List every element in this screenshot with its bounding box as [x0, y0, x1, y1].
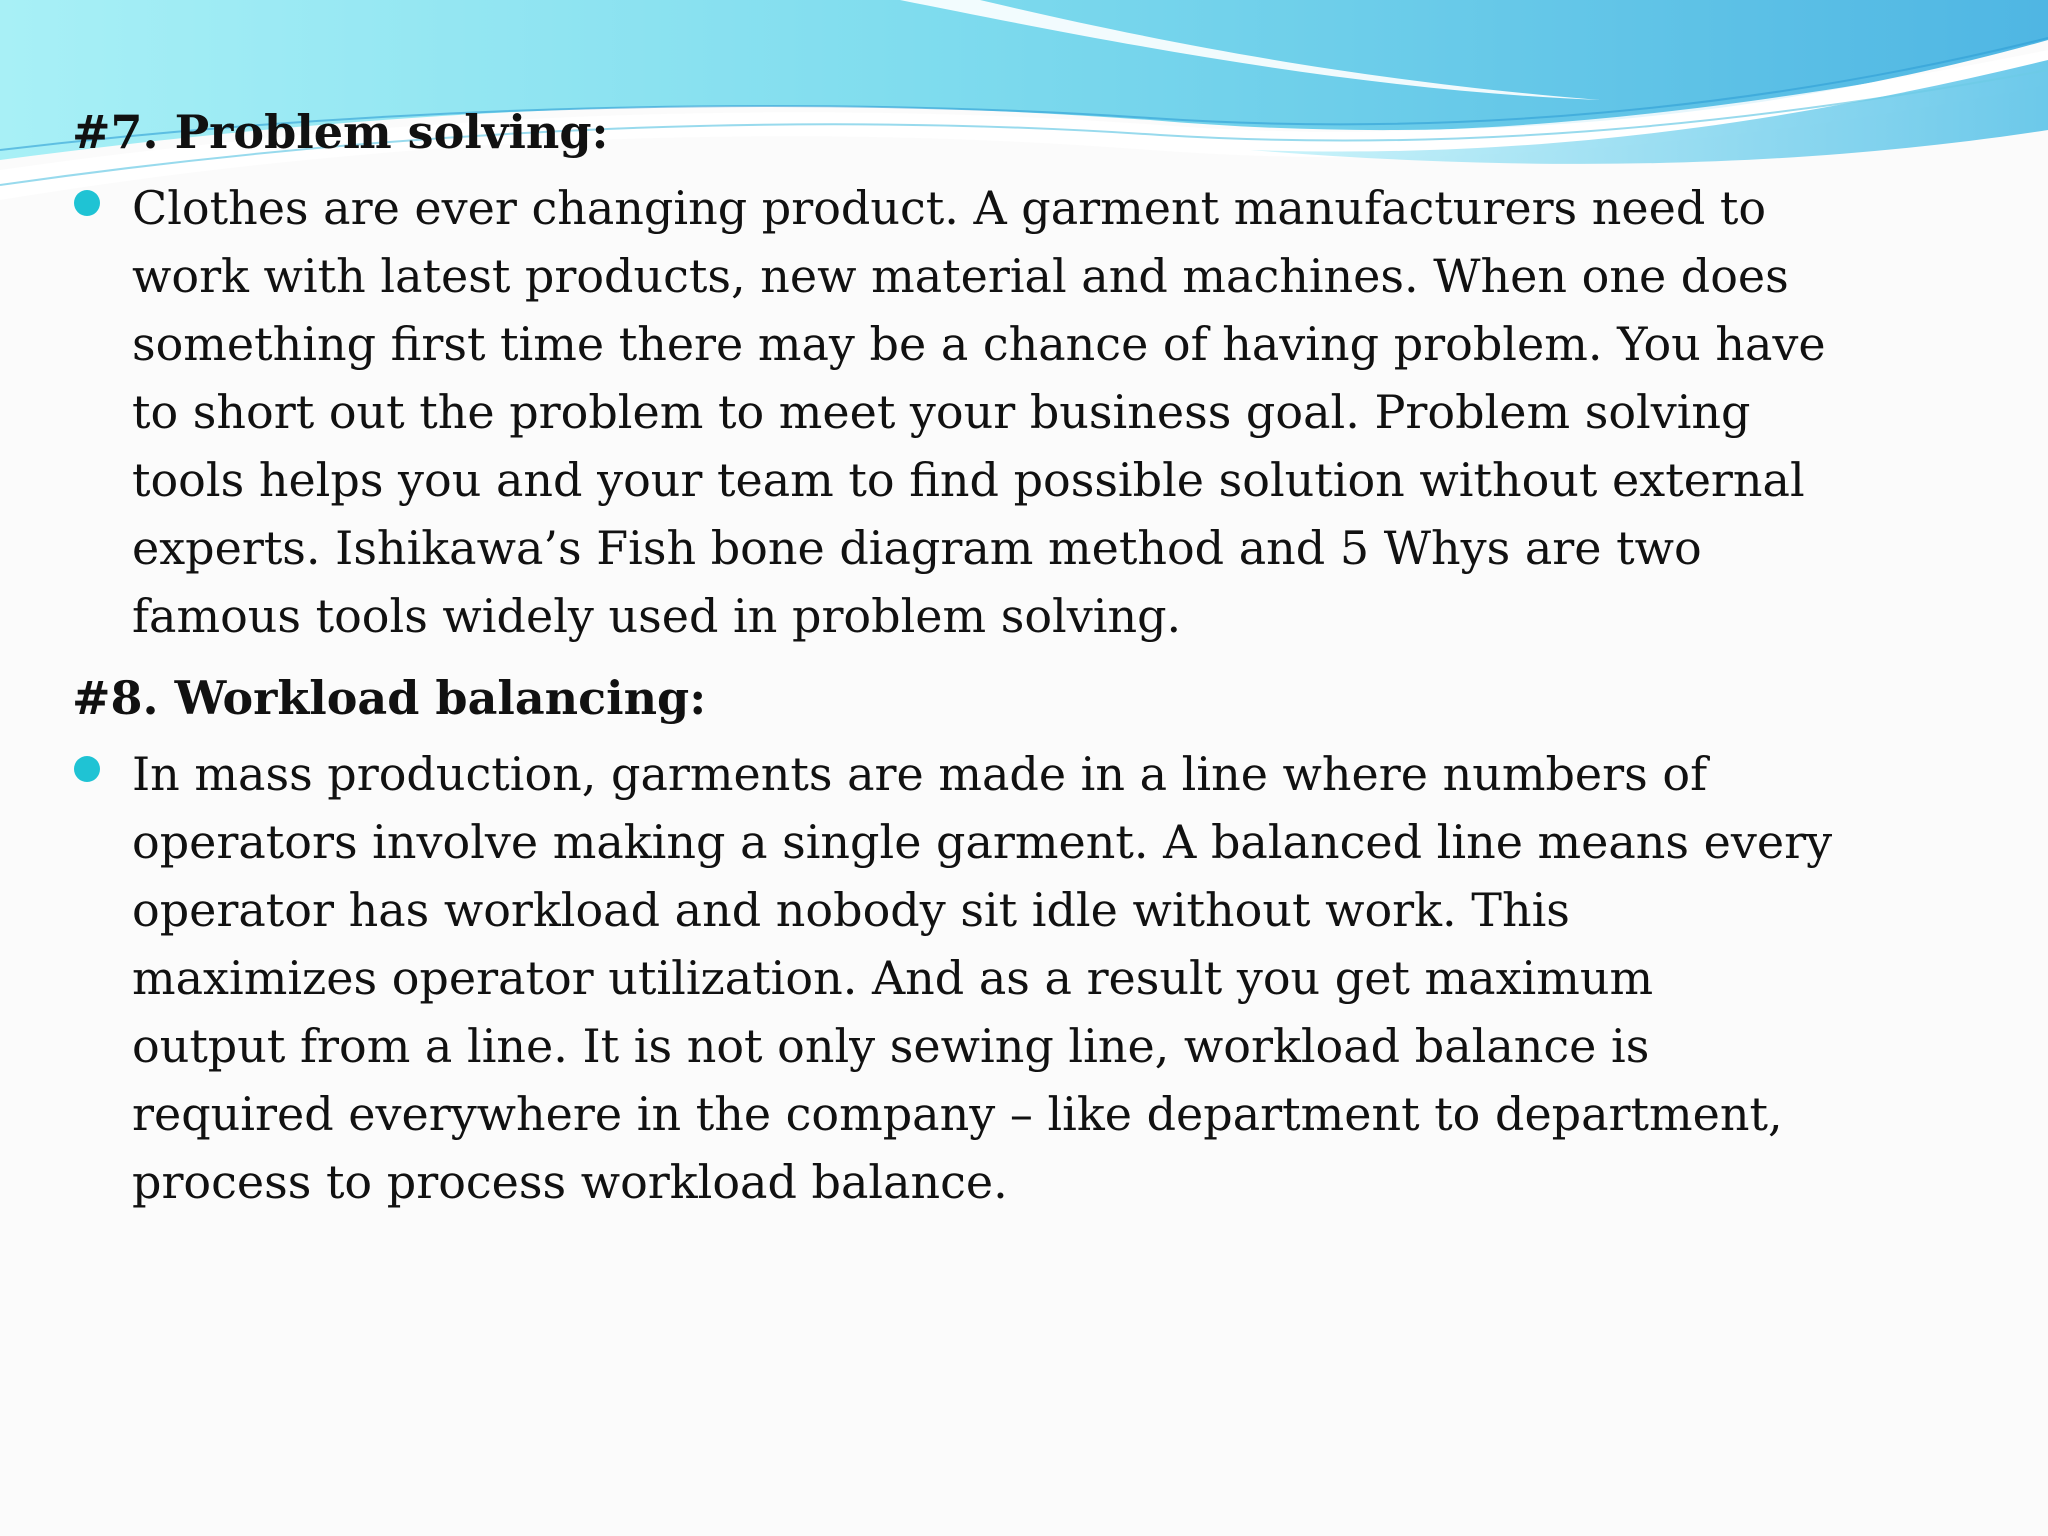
- text-line: to short out the problem to meet your business goal. Problem solving: [132, 385, 1751, 439]
- text-line: work with latest products, new material and machines. When one does: [132, 249, 1789, 303]
- text-line: operators involve making a single garment. A balanced line means every: [132, 815, 1833, 869]
- bullet-problem-solving: [72, 174, 1972, 650]
- text-line: required everywhere in the company – like department to department,: [132, 1087, 1783, 1141]
- bullet-dot-icon: [74, 190, 100, 216]
- bullet-text-problem-solving: [132, 174, 1992, 650]
- section-heading-workload-balancing: #8. Workload balancing:: [72, 671, 707, 725]
- text-line: famous tools widely used in problem solving.: [132, 589, 1182, 643]
- text-line: something first time there may be a chance of having problem. You have: [132, 317, 1826, 371]
- text-line: maximizes operator utilization. And as a result you get maximum: [132, 951, 1654, 1005]
- text-line: output from a line. It is not only sewing line, workload balance is: [132, 1019, 1650, 1073]
- text-line: process to process workload balance.: [132, 1155, 1008, 1209]
- text-line: Clothes are ever changing product. A garment manufacturers need to: [132, 181, 1767, 235]
- bullet-text-workload-balancing: [132, 740, 1992, 1216]
- bullet-workload-balancing: [72, 740, 1972, 1216]
- text-line: experts. Ishikawa’s Fish bone diagram method and 5 Whys are two: [132, 521, 1702, 575]
- section-heading-problem-solving: #7. Problem solving:: [72, 105, 609, 159]
- text-line: operator has workload and nobody sit idle without work. This: [132, 883, 1570, 937]
- slide-content: [72, 100, 1972, 1216]
- bullet-dot-icon: [74, 756, 100, 782]
- text-line: In mass production, garments are made in a line where numbers of: [132, 747, 1708, 801]
- text-line: tools helps you and your team to find possible solution without external: [132, 453, 1805, 507]
